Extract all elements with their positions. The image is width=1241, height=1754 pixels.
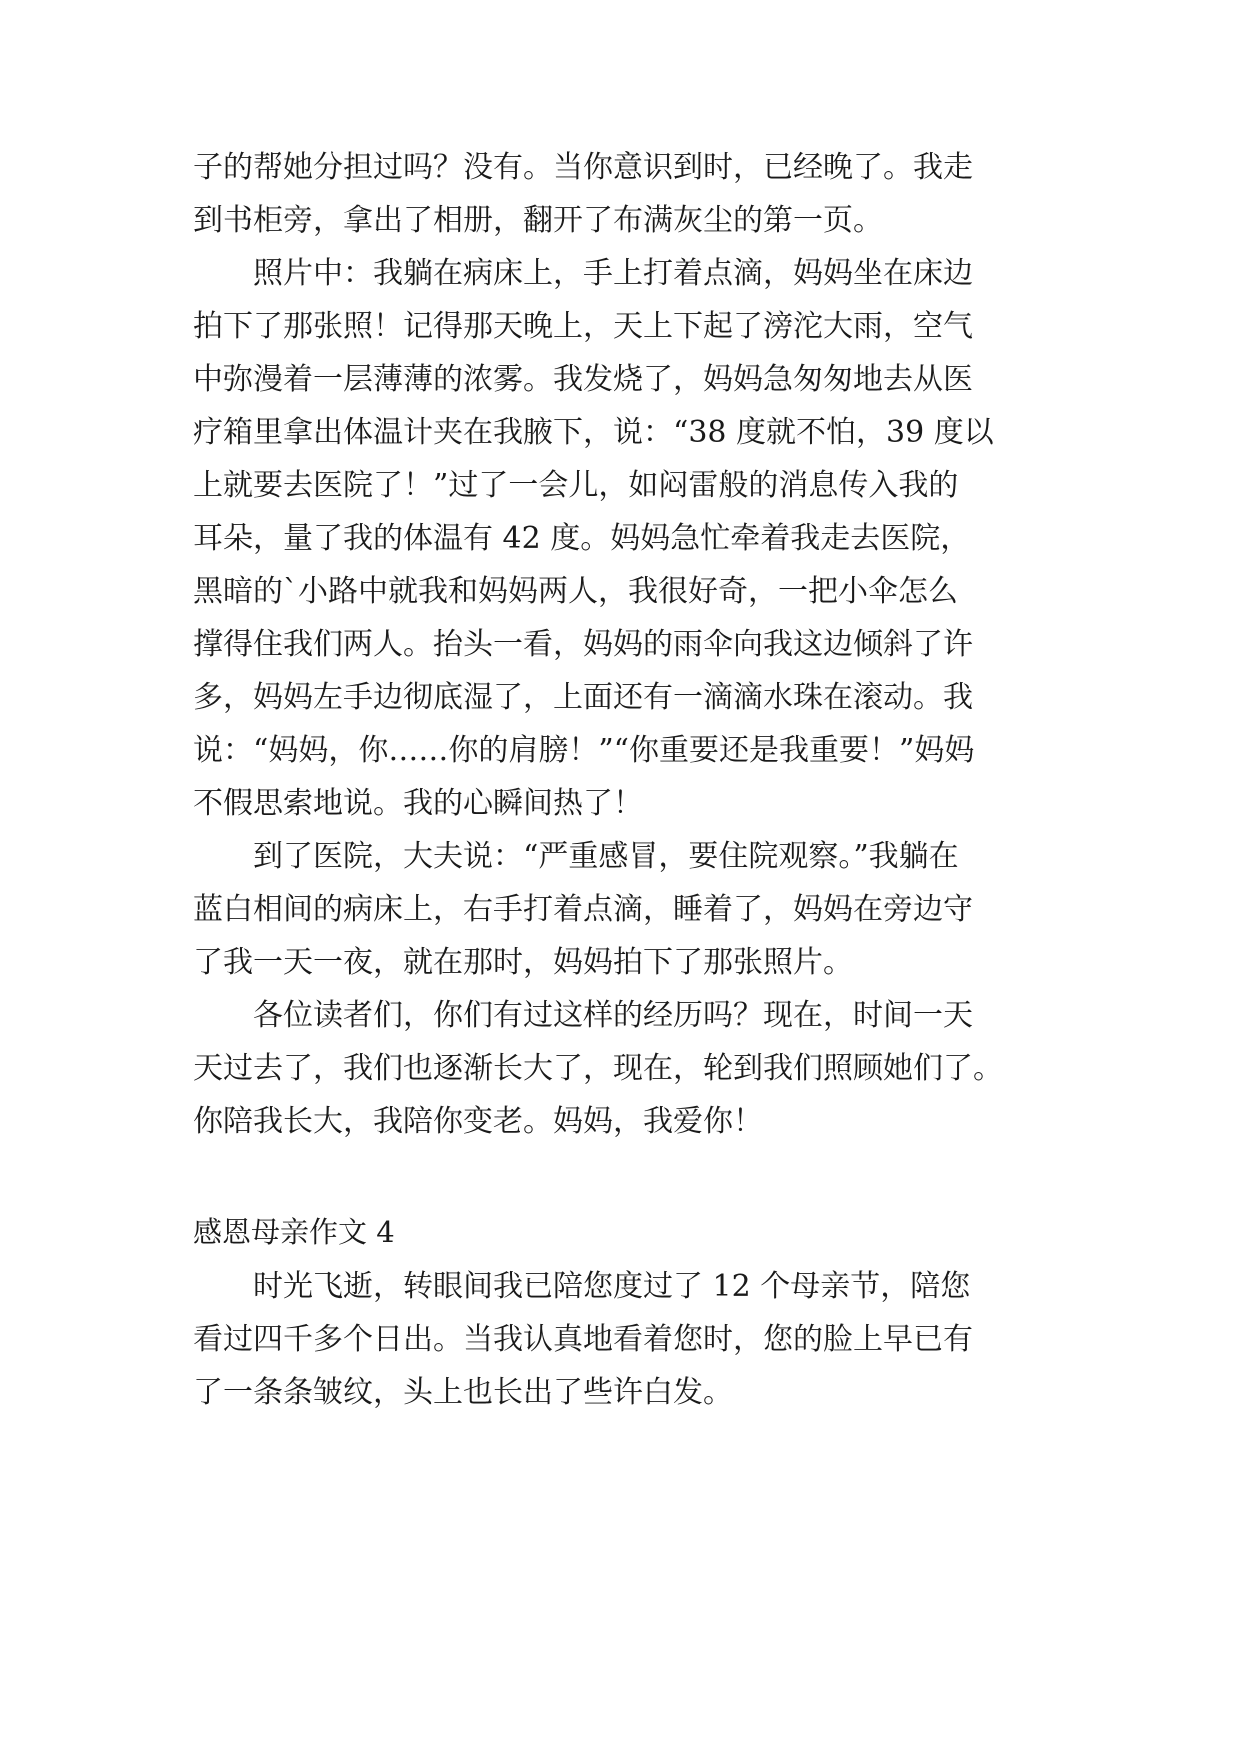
text-line: 上就要去医院了！”过了一会儿，如闷雷般的消息传入我的 <box>193 468 959 503</box>
text-line: 拍下了那张照！记得那天晚上，天上下起了滂沱大雨，空气 <box>193 309 973 344</box>
text-line: 子的帮她分担过吗？没有。当你意识到时，已经晚了。我走 <box>193 150 973 185</box>
text-line: 各位读者们，你们有过这样的经历吗？现在，时间一天 <box>193 998 973 1033</box>
text-line: 看过四千多个日出。当我认真地看着您时，您的脸上早已有 <box>193 1322 973 1357</box>
section-title: 感恩母亲作文 4 <box>193 1215 395 1249</box>
text-line: 疗箱里拿出体温计夹在我腋下，说：“38 度就不怕，39 度以 <box>193 415 994 450</box>
text-line: 说：“妈妈，你……你的肩膀！”“你重要还是我重要！”妈妈 <box>193 733 975 768</box>
text-line: 不假思索地说。我的心瞬间热了！ <box>193 786 643 821</box>
text-line: 时光飞逝，转眼间我已陪您度过了 12 个母亲节，陪您 <box>193 1269 971 1304</box>
text-line: 天过去了，我们也逐渐长大了，现在，轮到我们照顾她们了。 <box>193 1051 1003 1086</box>
text-line: 撑得住我们两人。抬头一看，妈妈的雨伞向我这边倾斜了许 <box>193 627 973 662</box>
text-line: 到书柜旁，拿出了相册，翻开了布满灰尘的第一页。 <box>193 203 883 238</box>
text-line: 了一条条皱纹，头上也长出了些许白发。 <box>193 1375 733 1410</box>
text-line: 耳朵，量了我的体温有 42 度。妈妈急忙牵着我走去医院， <box>193 521 971 556</box>
text-line: 照片中：我躺在病床上，手上打着点滴，妈妈坐在床边 <box>193 256 973 291</box>
text-line: 到了医院，大夫说：“严重感冒，要住院观察。”我躺在 <box>193 839 959 874</box>
text-line: 了我一天一夜，就在那时，妈妈拍下了那张照片。 <box>193 945 853 980</box>
text-line: 多，妈妈左手边彻底湿了，上面还有一滴滴水珠在滚动。我 <box>193 680 973 715</box>
text-line: 你陪我长大，我陪你变老。妈妈，我爱你！ <box>193 1104 763 1139</box>
text-line: 黑暗的`小路中就我和妈妈两人，我很好奇，一把小伞怎么 <box>193 574 958 609</box>
text-line: 蓝白相间的病床上，右手打着点滴，睡着了，妈妈在旁边守 <box>193 892 973 927</box>
text-line: 中弥漫着一层薄薄的浓雾。我发烧了，妈妈急匆匆地去从医 <box>193 362 973 397</box>
